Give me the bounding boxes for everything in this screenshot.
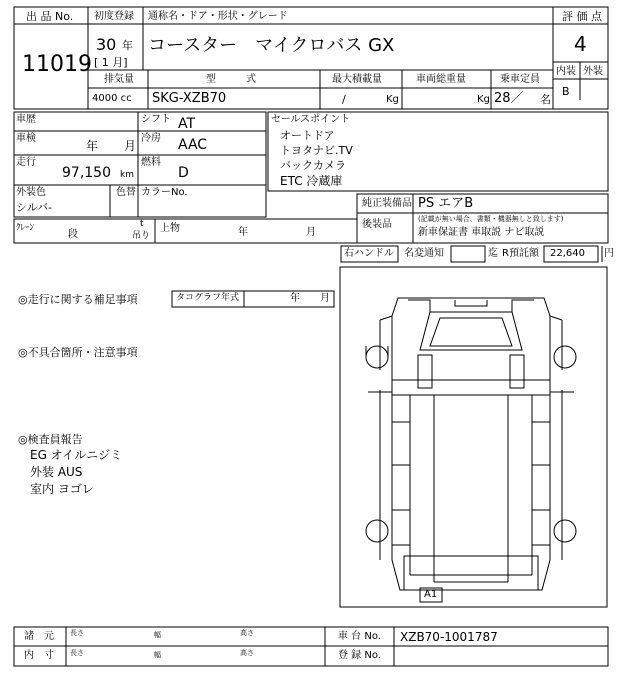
mileage-value: 97,150	[62, 165, 111, 181]
inner-height-label: 高さ	[240, 649, 254, 657]
displacement-label: 排気量	[104, 74, 134, 85]
inner-dims-row-label: 内 寸	[24, 650, 54, 661]
mileage-label: 走行	[16, 157, 36, 168]
type-label: 型 式	[206, 74, 256, 85]
shift-value: AT	[178, 116, 196, 132]
bus-body-outline	[392, 298, 550, 590]
crane-stage: 段	[68, 229, 78, 240]
interior-label: 内装	[556, 66, 576, 77]
front-right-wheel	[554, 346, 576, 368]
chassis-number: XZB70-1001787	[400, 630, 498, 644]
front-left-wheel	[366, 346, 388, 368]
gross-weight-label: 車両総重量	[416, 74, 466, 85]
height-label: 高さ	[240, 629, 254, 637]
capacity-unit: 名	[540, 93, 551, 106]
sales-point: ETC 冷蔵庫	[280, 174, 343, 188]
ext-color: シルバ-	[16, 201, 52, 214]
driving-remarks-label: ◎走行に関する補足事項	[18, 293, 138, 306]
inspector-note: EG オイルニジミ	[30, 448, 123, 462]
km-unit: km	[120, 170, 134, 180]
specs-row-label: 諸 元	[24, 631, 54, 642]
sales-point: オートドア	[280, 129, 335, 142]
load-slash: /	[342, 93, 346, 106]
registration-label: 登 録 No.	[338, 650, 381, 661]
inspection-year-unit: 年	[86, 139, 99, 153]
inner-width-label: 幅	[154, 651, 161, 659]
rear-right-wheel	[554, 520, 576, 542]
chassis-label: 車 台 No.	[338, 631, 381, 642]
sales-point-label: セールスポイント	[271, 114, 351, 125]
crane-label: ｸﾚｰﾝ	[16, 223, 35, 233]
ext-color-label: 外装色	[16, 187, 46, 198]
shift-label: シフト	[141, 114, 171, 125]
lot-number: 11019	[22, 52, 92, 77]
reg-year: 30	[96, 35, 117, 54]
genuine-equipment: PS エアB	[418, 196, 474, 211]
displacement: 4000 cc	[92, 93, 132, 104]
upper-year: 年	[238, 227, 248, 238]
interior-grade: B	[562, 85, 570, 98]
inspector-report-label: ◎検査員報告	[18, 433, 83, 446]
upper-month: 月	[306, 227, 316, 238]
ac-value: AAC	[178, 137, 208, 153]
inspection-label: 車検	[16, 133, 36, 144]
width-label: 幅	[154, 631, 161, 639]
model-name: コースター マイクロバス GX	[148, 35, 395, 56]
fuel-value: D	[178, 165, 189, 181]
aftermarket-note: (記載が無い場合、書類・機器無しと致します)	[418, 215, 564, 223]
aftermarket-items: 新車保証書 車取説 ナビ取説	[418, 227, 545, 238]
exterior-label: 外装	[583, 66, 603, 77]
tachograph-year: 年	[290, 293, 300, 304]
yen-unit: 円	[604, 248, 614, 259]
inner-length-label: 長さ	[70, 649, 84, 657]
aftermarket-label: 後装品	[362, 219, 392, 230]
fuel-label: 燃料	[141, 157, 161, 168]
defects-label: ◎不具合箇所・注意事項	[18, 346, 138, 359]
inspector-note: 外装 AUS	[30, 465, 83, 479]
length-label: 長さ	[70, 629, 84, 637]
damage-marker: A1	[424, 589, 438, 600]
color-change-label: 色替	[116, 187, 136, 198]
inspection-month-unit: 月	[124, 139, 137, 153]
recycle-amount: 22,640	[550, 248, 585, 259]
ac-label: 冷房	[141, 133, 161, 144]
capacity: 28／	[494, 91, 524, 106]
recycle-prefix: 迄	[488, 248, 498, 259]
lot-label: 出 品 No.	[26, 10, 74, 23]
overall-score: 4	[574, 32, 587, 56]
crane-hang: 吊り	[132, 231, 151, 241]
genuine-equipment-label: 純正装備品	[362, 198, 412, 209]
recycle-label: R預託額	[502, 248, 539, 259]
inspector-note: 室内 ヨゴレ	[30, 482, 94, 496]
crane-ton: t	[140, 219, 144, 229]
reg-month: [ 1 月]	[94, 56, 128, 69]
sales-point: バックカメラ	[280, 159, 346, 172]
gross-kg-unit: Kg	[477, 94, 490, 105]
max-load-label: 最大積載量	[332, 74, 382, 85]
name-change-notice: 名変通知	[404, 248, 444, 259]
load-kg-unit: Kg	[386, 94, 399, 105]
tachograph-month: 月	[320, 293, 330, 304]
right-hand-drive: 右ハンドル	[344, 248, 394, 259]
model-code: SKG-XZB70	[152, 91, 227, 106]
capacity-label: 乗車定員	[500, 74, 540, 85]
score-label: 評 価 点	[562, 10, 602, 23]
reg-year-unit: 年	[122, 39, 133, 52]
history-label: 車歴	[16, 114, 36, 125]
tachograph-label: タコグラフ年式	[176, 293, 240, 303]
sales-point: トヨタナビ.TV	[280, 144, 353, 157]
first-reg-label: 初度登録	[94, 11, 134, 22]
model-desc-label: 通称名・ドア・形状・グレード	[148, 11, 288, 22]
color-code-label: カラーNo.	[141, 187, 188, 198]
rear-left-wheel	[366, 520, 388, 542]
upper-label: 上物	[160, 223, 180, 234]
